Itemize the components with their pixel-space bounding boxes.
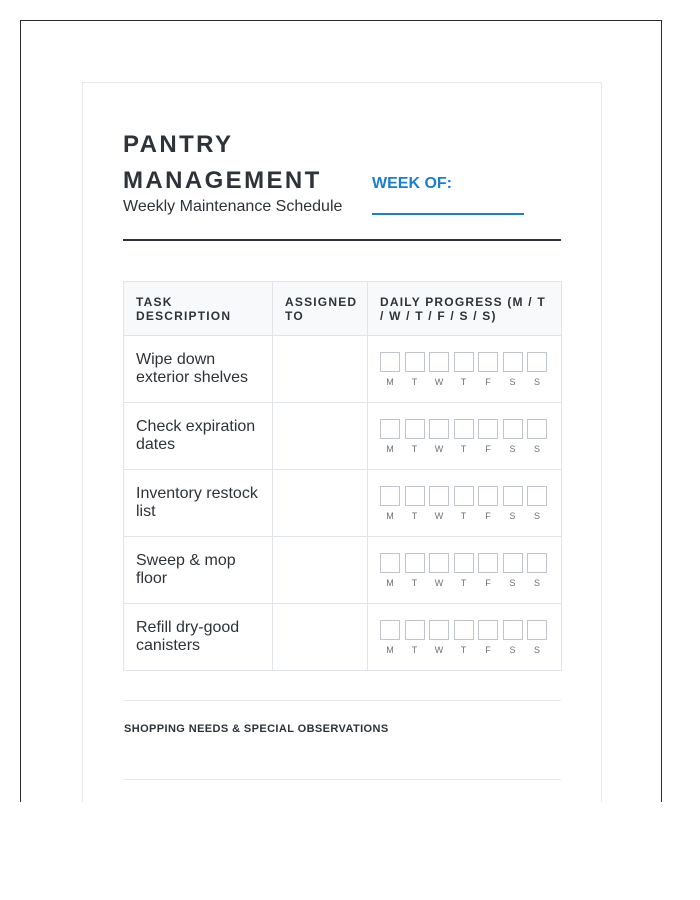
day-letter: F [485, 577, 491, 588]
day-column [454, 419, 474, 454]
daily-progress-cell [368, 403, 562, 470]
day-letter: T [411, 644, 418, 655]
table-row [124, 336, 562, 403]
day-checkbox-group [380, 486, 561, 521]
day-checkbox-group [380, 352, 561, 387]
task-description-cell: Inventory restock list [124, 470, 273, 537]
assigned-to-cell[interactable] [273, 403, 368, 470]
day-checkbox[interactable] [503, 419, 523, 439]
day-column [405, 553, 425, 588]
day-letter: T [460, 577, 467, 588]
day-column [405, 620, 425, 655]
day-checkbox[interactable] [478, 553, 498, 573]
day-letter: M [386, 443, 394, 454]
day-letter: S [509, 577, 516, 588]
day-checkbox[interactable] [429, 553, 449, 573]
day-column [478, 553, 498, 588]
table-row [124, 537, 562, 604]
day-letter: T [411, 376, 418, 387]
day-column [405, 352, 425, 387]
day-column [527, 419, 547, 454]
assigned-to-cell[interactable] [273, 470, 368, 537]
day-letter: F [485, 644, 491, 655]
task-description-cell: Check expiration dates [124, 403, 273, 470]
day-checkbox[interactable] [478, 620, 498, 640]
day-column [503, 486, 523, 521]
day-column [454, 620, 474, 655]
day-letter: S [533, 644, 540, 655]
day-checkbox-group [380, 419, 561, 454]
day-column [429, 553, 449, 588]
day-letter: F [485, 443, 491, 454]
day-column [380, 352, 400, 387]
task-description-cell: Refill dry-good canisters [124, 604, 273, 671]
day-checkbox[interactable] [380, 419, 400, 439]
day-letter: T [460, 510, 467, 521]
task-description-cell: Sweep & mop floor [124, 537, 273, 604]
day-checkbox[interactable] [478, 486, 498, 506]
day-checkbox[interactable] [503, 620, 523, 640]
day-checkbox[interactable] [503, 553, 523, 573]
daily-progress-cell [368, 537, 562, 604]
day-column [503, 620, 523, 655]
table-header-row [124, 282, 562, 336]
task-table-body [124, 336, 562, 671]
day-checkbox[interactable] [429, 486, 449, 506]
day-checkbox[interactable] [454, 620, 474, 640]
day-checkbox[interactable] [454, 419, 474, 439]
day-column [503, 553, 523, 588]
day-column [527, 486, 547, 521]
table-row [124, 403, 562, 470]
header-daily-progress: DAILY PROGRESS (M / T / W / T / F / S / S) [368, 282, 562, 336]
day-column [503, 419, 523, 454]
day-column [454, 553, 474, 588]
day-checkbox[interactable] [527, 553, 547, 573]
day-letter: T [411, 443, 418, 454]
day-letter: T [460, 443, 467, 454]
day-checkbox[interactable] [405, 419, 425, 439]
day-checkbox[interactable] [527, 620, 547, 640]
table-row [124, 604, 562, 671]
task-description-cell: Wipe down exterior shelves [124, 336, 273, 403]
day-letter: W [434, 443, 444, 454]
page-title [123, 127, 363, 199]
notes-section[interactable] [123, 700, 561, 780]
day-letter: T [411, 510, 418, 521]
day-column [380, 620, 400, 655]
title-line-1: PANTRY [123, 131, 234, 158]
assigned-to-cell[interactable] [273, 604, 368, 671]
day-checkbox[interactable] [380, 352, 400, 372]
daily-progress-cell [368, 336, 562, 403]
day-column [405, 486, 425, 521]
week-of-field[interactable] [372, 213, 524, 215]
day-column [527, 553, 547, 588]
header-task-description: TASK DESCRIPTION [124, 282, 273, 336]
day-column [454, 486, 474, 521]
day-letter: T [460, 376, 467, 387]
daily-progress-cell [368, 604, 562, 671]
day-letter: W [434, 376, 444, 387]
day-checkbox-group [380, 620, 561, 655]
day-column [478, 486, 498, 521]
day-column [429, 419, 449, 454]
day-checkbox[interactable] [405, 620, 425, 640]
day-checkbox[interactable] [503, 352, 523, 372]
day-column [429, 620, 449, 655]
sheet-content [123, 123, 561, 735]
day-letter: F [485, 376, 491, 387]
day-letter: W [434, 644, 444, 655]
day-column [380, 419, 400, 454]
day-letter: S [509, 376, 516, 387]
page-frame [20, 20, 662, 802]
day-checkbox[interactable] [527, 419, 547, 439]
day-column [429, 352, 449, 387]
day-column [503, 352, 523, 387]
day-column [478, 620, 498, 655]
day-checkbox[interactable] [429, 352, 449, 372]
day-letter: S [509, 443, 516, 454]
day-checkbox[interactable] [503, 486, 523, 506]
day-letter: S [533, 443, 540, 454]
day-letter: M [386, 644, 394, 655]
task-table [123, 281, 562, 671]
day-letter: M [386, 510, 394, 521]
day-checkbox[interactable] [405, 553, 425, 573]
day-column [454, 352, 474, 387]
day-letter: M [386, 376, 394, 387]
day-letter: S [509, 644, 516, 655]
day-column [527, 352, 547, 387]
daily-progress-cell [368, 470, 562, 537]
schedule-sheet [82, 82, 602, 802]
day-checkbox[interactable] [380, 486, 400, 506]
day-checkbox[interactable] [429, 620, 449, 640]
sheet-header [123, 123, 561, 241]
title-line-2: MANAGEMENT [123, 167, 322, 194]
day-checkbox[interactable] [527, 486, 547, 506]
day-letter: S [533, 376, 540, 387]
day-checkbox[interactable] [478, 352, 498, 372]
table-row [124, 470, 562, 537]
day-checkbox-group [380, 553, 561, 588]
day-letter: S [509, 510, 516, 521]
day-column [478, 352, 498, 387]
day-checkbox[interactable] [454, 486, 474, 506]
notes-label: SHOPPING NEEDS & SPECIAL OBSERVATIONS [124, 723, 389, 735]
page-subtitle: Weekly Maintenance Schedule [123, 198, 343, 215]
day-letter: W [434, 577, 444, 588]
day-checkbox[interactable] [454, 352, 474, 372]
day-checkbox[interactable] [454, 553, 474, 573]
day-letter: M [386, 577, 394, 588]
day-letter: S [533, 577, 540, 588]
day-letter: W [434, 510, 444, 521]
day-column [380, 486, 400, 521]
day-checkbox[interactable] [380, 620, 400, 640]
assigned-to-cell[interactable] [273, 537, 368, 604]
day-letter: F [485, 510, 491, 521]
day-checkbox[interactable] [380, 553, 400, 573]
day-checkbox[interactable] [527, 352, 547, 372]
day-column [405, 419, 425, 454]
day-letter: T [411, 577, 418, 588]
week-of-label: WEEK OF: [372, 175, 452, 192]
day-column [429, 486, 449, 521]
day-column [380, 553, 400, 588]
day-checkbox[interactable] [405, 486, 425, 506]
day-checkbox[interactable] [429, 419, 449, 439]
day-letter: S [533, 510, 540, 521]
day-column [478, 419, 498, 454]
day-column [527, 620, 547, 655]
day-letter: T [460, 644, 467, 655]
day-checkbox[interactable] [478, 419, 498, 439]
day-checkbox[interactable] [405, 352, 425, 372]
header-assigned-to: ASSIGNED TO [273, 282, 368, 336]
assigned-to-cell[interactable] [273, 336, 368, 403]
